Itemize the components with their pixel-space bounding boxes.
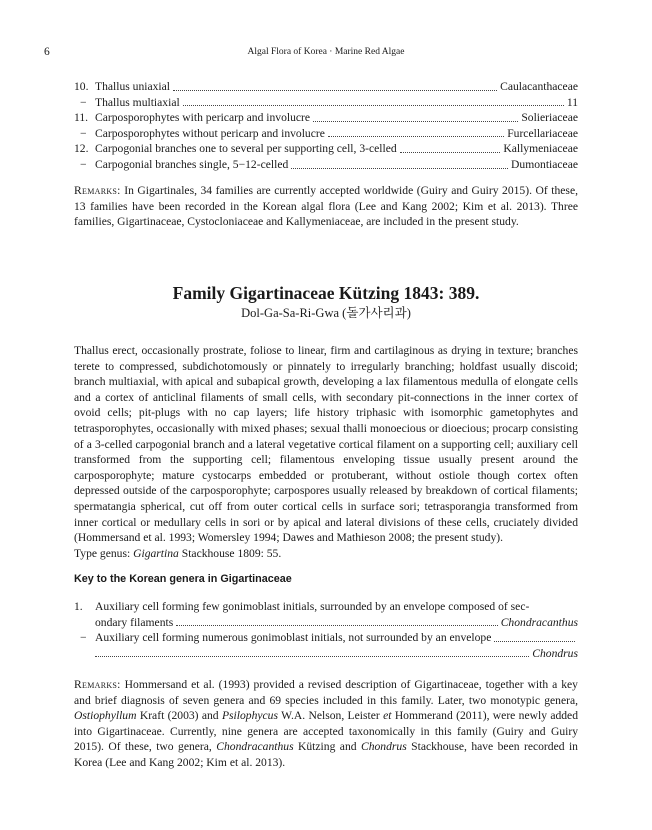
key-line: 12. Carpogonial branches one to several per supporting cell, 3-celled Kallymeniaceae — [74, 142, 578, 156]
leader-dots — [313, 110, 518, 126]
running-title: Algal Flora of Korea · Marine Red Algae — [247, 47, 405, 57]
leader-dots — [183, 95, 564, 111]
family-subtitle: Dol-Ga-Sa-Ri-Gwa (돌가사리과) — [241, 306, 411, 320]
family-key-continued — [74, 79, 578, 173]
page-header — [44, 46, 608, 60]
key-line: − Carpogonial branches single, 5−12-celled Dumontiaceae — [80, 157, 578, 171]
family-description: Thallus erect, occasionally prostrate, foliose to linear, firm and cartilaginous as drying in texture; branches terete to compressed, subdichotomously or pinnately to irregularly branching; holdfast usually discoid; branch multiaxial, with apical and subapical growth, developing a lax filamentous medulla of elongate cells and a cortex of anticlinal filaments of small cells, with secondary pit-connections in the inner cortex of ovoid cells; pit-plugs with no cap layers; life history triphasic with isomorphic gametophytes and tetrasporophytes, occasionally with mixed phases; sexual thalli monoecious or dioecious; procarp consisting of a 3-celled carpogonial branch and a lateral vegetative cortical filament on a supporting cell; auxiliary cell transformed from the supporting cell; filamentous enveloping tissue usually present around the carposporophyte; mature cystocarps embedded or protuberant, without ostiole though cortex often depressed outside of the carposporophyte; carpospores usually released by breakdown of cortical filaments; spermatangia spherical, cut off from outer cortical cells in surface sori; tetrasporangia transformed from inner cortical or medullary cells in sori or by apical and lateral divisions of these cells, cruciately divided (Hommersand et al. 1993; Womersley 1994; Dawes and Mathieson 2008; the present study). Type genus: Gigartina Stackhouse 1809: 55. — [74, 344, 578, 560]
leader-dots — [173, 79, 497, 95]
genus-key — [74, 599, 578, 661]
leader-dots — [95, 646, 529, 662]
leader-dots — [328, 126, 504, 142]
key-line: − Auxiliary cell forming numerous gonimoblast initials, not surrounded by an envelope — [74, 630, 578, 646]
remarks-paragraph: Remarks: In Gigartinales, 34 families are currently accepted worldwide (Guiry and Guiry 2015). Of these, 13 families have been recorded in the Korean algal flora (Lee and Kang 2002; Kim et al. 2013). Three families, Gigartinaceae, Cystocloniaceae and Kallymeniaceae, are included in the present study. — [74, 184, 578, 229]
key-line: 10. Thallus uniaxial Caulacanthaceae — [74, 80, 578, 93]
key-line: − Thallus multiaxial 11 — [80, 95, 578, 109]
key-line: ondary filaments Chondracanthus — [95, 615, 578, 629]
family-title: Family Gigartinaceae Kützing 1843: 389. — [172, 283, 480, 303]
key-heading: Key to the Korean genera in Gigartinaceae — [74, 573, 292, 585]
key-line: 11. Carposporophytes with pericarp and involucre Solieriaceae — [74, 111, 578, 125]
leader-dots — [176, 615, 497, 631]
key-line: 1. Auxiliary cell forming few gonimoblast initials, surrounded by an envelope composed of sec- — [74, 600, 530, 613]
page-number: 6 — [44, 46, 50, 58]
key-line: − Carposporophytes without pericarp and involucre Furcellariaceae — [80, 126, 578, 140]
leader-dots — [291, 157, 508, 173]
key-line: Chondrus — [74, 646, 578, 662]
type-genus: Type genus: Gigartina Stackhouse 1809: 55. — [74, 546, 282, 560]
leader-dots — [494, 630, 575, 646]
remarks-paragraph-2: Remarks: Hommersand et al. (1993) provided a revised description of Gigartinaceae, together with a key and brief diagnosis of seven genera and 69 species included in this family. Later, two monotypic genera, Ostiophyllum Kraft (2003) and Psilophycus W.A. Nelson, Leister et Hommerand (2011), were newly added into Gigartinaceae. Currently, nine genera are accepted taxonomically in this family (Guiry and Guiry 2015). Of these, two genera, Chondracanthus Kützing and Chondrus Stackhouse, have been recorded in Korea (Lee and Kang 2002; Kim et al. 2013). — [74, 678, 579, 769]
leader-dots — [400, 141, 501, 157]
